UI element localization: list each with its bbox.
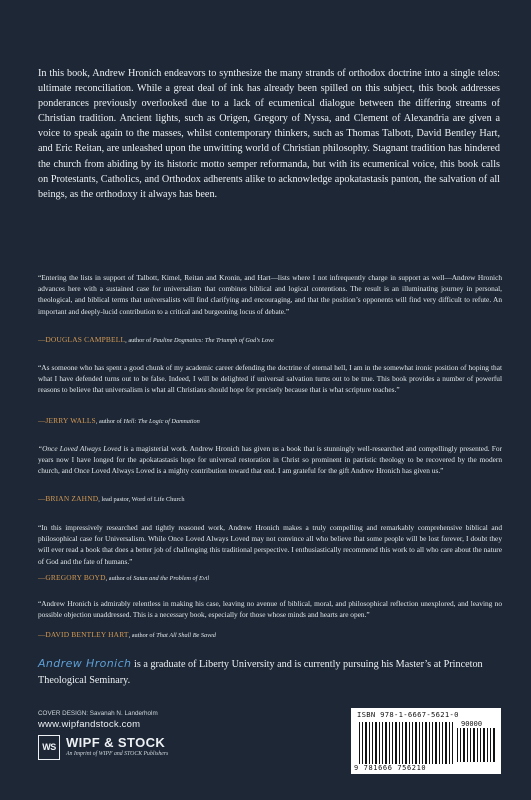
isbn-barcode — [351, 708, 501, 774]
endorser-role: , author of — [105, 575, 134, 582]
publisher-name: WIPF & STOCK — [66, 735, 166, 750]
endorsement-quote — [38, 443, 502, 477]
description-text: In this book, Andrew Hronich endeavors to synthesize the many strands of orthodox doctrine into a single telos: ultimate reconciliation. While a great deal of ink has already been spilled on this subject, this book addresses ponderances previously overlooked due to a lack of ecumenical dialogue between the differing streams of Christian tradition. Ancient lights, such as Origen, Gregory of Nyssa, and Clement of Alexandria are given a voice to speak again to the masses, whilst contemporary thinkers, such as Thomas Talbott, David Bentley Hart, and Eric Reitan, are unleashed upon the unwitting world of Christian philosophy. Stagnant tradition has hindered the church from abiding by its historic motto semper reformanda, but with its ecumenical voice, this book calls on Protestants, Catholics, and Orthodox adherents alike to acknowledge apokatastasis panton, the salvation of all beings, as the orthodoxy it always has been. — [38, 68, 500, 200]
endorsement-attribution: —DOUGLAS CAMPBELL, author of Pauline Dogmatics: The Triumph of God’s Love — [38, 335, 274, 344]
price-code: 90000 — [461, 720, 483, 728]
barcode-bars-icon — [359, 722, 455, 764]
barcode-addon-icon — [457, 728, 495, 762]
author-bio — [38, 656, 502, 689]
endorser-name: BRIAN ZAHND — [45, 494, 99, 503]
endorser-book: Hell: The Logic of Damnation — [123, 418, 200, 425]
endorsement-attribution: —BRIAN ZAHND, lead pastor, Word of Life Church — [38, 494, 185, 503]
publisher-tagline: An Imprint of WIPF and STOCK Publishers — [66, 751, 169, 757]
endorsement-text: “Andrew Hronich is admirably relentless in making his case, leaving no avenue of biblical, moral, and philosophical reflection unexplored, and leaving no possible objection unaddressed. This is a necessary book, especially for those whose minds and hearts are open.” — [38, 599, 502, 620]
endorsement-quote — [38, 598, 502, 620]
endorsement-body: is a magisterial work. Andrew Hronich has given us a book that is stunningly well-researched and compellingly presented. For years now I have longed for the apokatastasis hope for universal restoration in Christ so prominent in patristic theology to be recovered by the modern church, and Once Loved Always Loved is a mighty contribution toward that end. I am grateful for the gift Andrew Hronich has given us.” — [38, 444, 502, 476]
endorsement-text: “As someone who has spent a good chunk of my academic career defending the doctrine of eternal hell, I am in the somewhat ironic position of hoping that what I have defended turns out to be false. Indeed, I will be delighted if universal salvation turns out to be true. This book provides a number of powerful reasons to believe that universalism is what all Christians should hope for precisely because that is what scripture teaches.” — [38, 363, 502, 395]
author-bio-text: is a graduate of Liberty University and is currently pursuing his Master’s at Princeton Theological Seminary. — [38, 659, 483, 686]
endorser-role: , author of — [128, 632, 157, 639]
publisher-mark-icon: WS — [38, 735, 60, 760]
isbn-text: ISBN 978-1-6667-5621-0 — [357, 710, 459, 719]
endorser-role: , author of — [125, 337, 153, 344]
endorsement-text — [38, 443, 502, 477]
endorsement-text: “Entering the lists in support of Talbott, Kimel, Reitan and Kronin, and Hart—lists where I not infrequently charge in support as well—Andrew Hronich advances here with a sustained case for universalism that combines biblical and logical contentions. The result is an illuminating journey in personal, theological, and biblical terms that universalists will find clarifying and encouraging, and that the position’s opponents will find very difficult to refute. An important and deeply-lucid contribution to a critical and burgeoning locus of debate.” — [38, 273, 502, 316]
endorser-book: That All Shall Be Saved — [156, 632, 216, 639]
book-description — [38, 66, 500, 202]
barcode-digits: 9 781666 756210 — [354, 764, 427, 772]
endorsement-attribution: —JERRY WALLS, author of Hell: The Logic of Damnation — [38, 416, 200, 425]
endorsement-attribution: —DAVID BENTLEY HART, author of That All Shall Be Saved — [38, 630, 216, 639]
endorser-name: GREGORY BOYD — [45, 573, 106, 582]
author-name: Andrew Hronich — [38, 657, 132, 670]
endorser-book: Satan and the Problem of Evil — [133, 575, 210, 582]
endorser-role: , lead pastor, Word of Life Church — [98, 496, 185, 503]
publisher-logo — [38, 735, 238, 765]
endorser-name: DAVID BENTLEY HART — [45, 630, 129, 639]
publisher-website[interactable]: www.wipfandstock.com — [38, 719, 141, 730]
endorser-name: JERRY WALLS — [45, 416, 96, 425]
cover-design-credit: COVER DESIGN: Savanah N. Landerholm — [38, 710, 158, 717]
endorsement-text: “In this impressively researched and tightly reasoned work, Andrew Hronich makes a truly compelling and remarkably comprehensive biblical and philosophical case for Universalism. While Once Loved Always Loved may not convince all who believe that some people will be lost forever, I doubt they will ever read a book that does a better job of challenging this traditional perspective. I enthusiastically recommend this work to all who care about the nature of God and the fate of humans.” — [38, 523, 502, 566]
endorsement-attribution: —GREGORY BOYD, author of Satan and the Problem of Evil — [38, 573, 210, 582]
endorsement-quote — [38, 362, 502, 396]
endorser-role: , author of — [95, 418, 124, 425]
endorsement-book-title: “Once Loved Always Loved — [38, 444, 122, 453]
endorser-book: Pauline Dogmatics: The Triumph of God’s Love — [152, 337, 274, 344]
endorser-name: DOUGLAS CAMPBELL — [45, 335, 126, 344]
endorsement-quote — [38, 272, 502, 317]
endorsement-quote — [38, 522, 502, 567]
